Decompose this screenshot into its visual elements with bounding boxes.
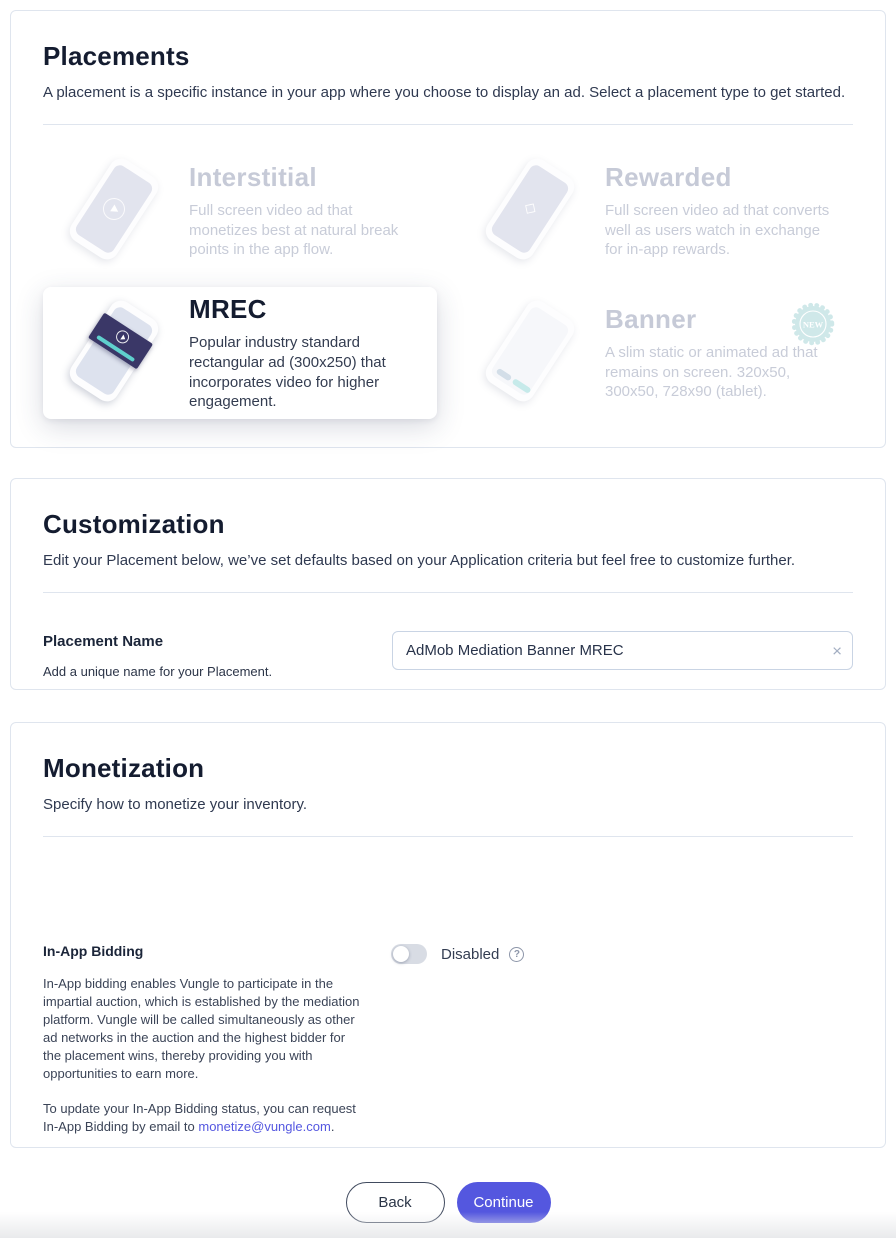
placements-subtitle: A placement is a specific instance in your app where you choose to display an ad. Select a placement type to get started.	[43, 84, 846, 101]
monetization-card	[10, 722, 886, 1148]
play-icon	[114, 328, 132, 346]
play-icon	[99, 194, 129, 224]
rewarded-description: Full screen video ad that converts well as users watch in exchange for in-app rewards.	[605, 201, 830, 259]
customization-card	[10, 478, 886, 690]
placement-type-grid	[43, 145, 853, 419]
placement-type-banner[interactable]	[459, 287, 853, 419]
customization-divider	[43, 592, 853, 593]
interstitial-title: Interstitial	[189, 161, 317, 192]
rewarded-phone-illustration	[473, 155, 591, 267]
customization-title: Customization	[43, 509, 225, 539]
placement-name-helper: Add a unique name for your Placement.	[43, 664, 273, 679]
in-app-bidding-row	[43, 943, 853, 1136]
placements-divider	[43, 124, 853, 125]
footer-actions	[0, 1182, 896, 1223]
new-badge	[791, 302, 835, 346]
gem-icon: ◇	[520, 197, 541, 219]
placements-card	[10, 10, 886, 448]
monetization-header	[11, 723, 885, 815]
phone-graphic	[65, 296, 163, 406]
in-app-bidding-description: In-App bidding enables Vungle to participate in the impartial auction, which is established by the mediation platform. Vungle will be called simultaneously as other ad networks in the auction and the highest bidder for the placement wins, thereby providing you with opportunities to earn more.	[43, 976, 360, 1081]
mrec-ad-graphic	[88, 313, 153, 370]
rewarded-title: Rewarded	[605, 161, 732, 192]
phone-graphic	[65, 154, 163, 264]
customization-subtitle: Edit your Placement below, we’ve set defaults based on your Application criteria but feel free to customize further.	[43, 552, 796, 569]
interstitial-phone-illustration	[57, 155, 175, 267]
toggle-knob	[393, 946, 409, 962]
banner-phone-illustration	[473, 297, 591, 409]
monetization-divider	[43, 836, 853, 837]
placement-type-mrec[interactable]	[43, 287, 437, 419]
in-app-bidding-request-text: To update your In-App Bidding status, you can request In-App Bidding by email to monetize@vungle.com.	[43, 1100, 356, 1134]
mrec-phone-illustration	[57, 297, 175, 409]
customization-header	[11, 479, 885, 571]
monetize-email-link[interactable]: monetize@vungle.com	[198, 1118, 331, 1134]
mrec-description: Popular industry standard rectangular ad (300x250) that incorporates video for higher engagement.	[189, 333, 386, 411]
placement-type-rewarded[interactable]	[459, 145, 853, 277]
placement-name-label: Placement Name	[43, 633, 164, 650]
placements-header	[11, 11, 885, 103]
banner-ad-graphic	[495, 368, 527, 392]
interstitial-description: Full screen video ad that monetizes best at natural break points in the app flow.	[189, 201, 399, 259]
monetization-subtitle: Specify how to monetize your inventory.	[43, 796, 308, 813]
mrec-title: MREC	[189, 293, 267, 324]
banner-title: Banner	[605, 303, 697, 334]
help-icon[interactable]: ?	[509, 947, 524, 962]
clear-input-icon[interactable]: ×	[832, 641, 842, 660]
phone-graphic	[481, 154, 579, 264]
placement-type-interstitial[interactable]	[43, 145, 437, 277]
continue-button[interactable]: Continue	[457, 1182, 551, 1223]
phone-graphic	[481, 296, 579, 406]
banner-description: A slim static or animated ad that remains on screen. 320x50, 300x50, 728x90 (tablet).	[605, 343, 818, 401]
new-badge-label: NEW	[802, 319, 824, 330]
in-app-bidding-label: In-App Bidding	[43, 943, 144, 959]
in-app-bidding-toggle[interactable]	[391, 944, 427, 964]
placement-name-input[interactable]	[392, 631, 853, 670]
placement-name-row	[43, 631, 853, 679]
in-app-bidding-status: Disabled	[441, 945, 500, 963]
back-button[interactable]: Back	[346, 1182, 445, 1223]
monetization-title: Monetization	[43, 753, 205, 783]
placements-title: Placements	[43, 41, 190, 71]
